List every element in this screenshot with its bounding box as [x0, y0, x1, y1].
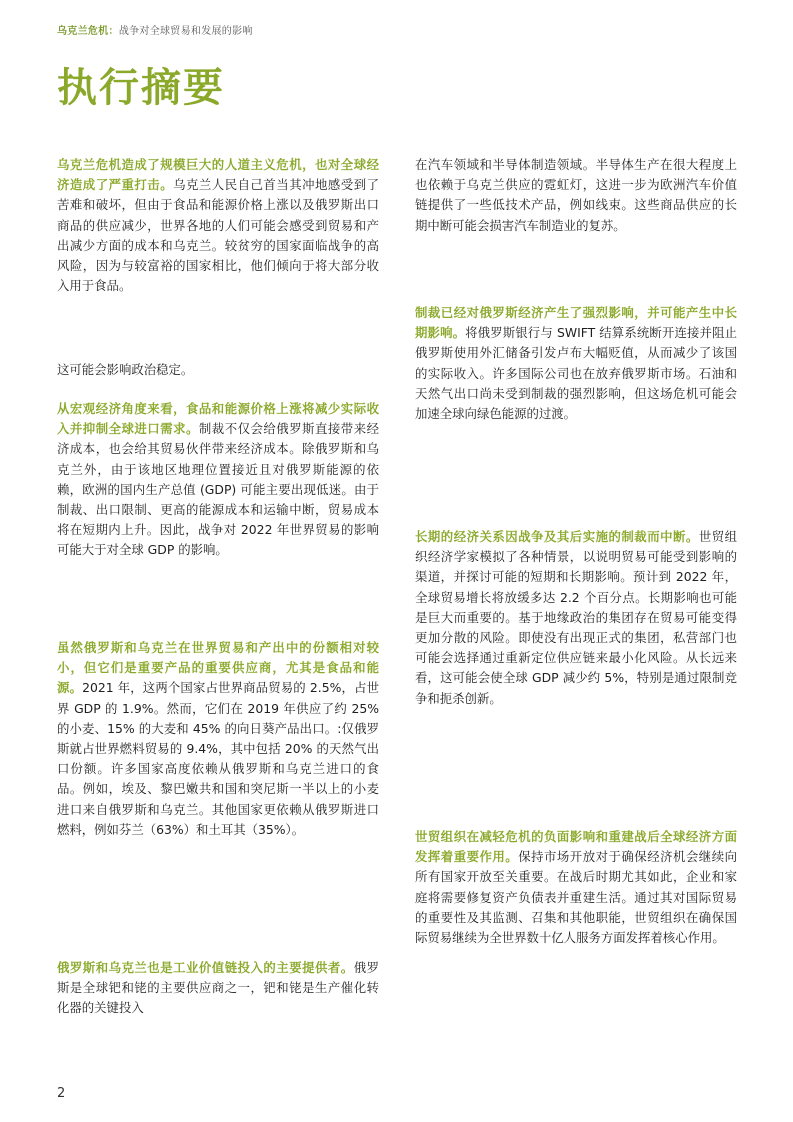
- paragraph-body: 在汽车领域和半导体制造领域。半导体生产在很大程度上也依赖于乌克兰供应的霓虹灯，这进一步为欧洲汽车价值链提供了一些低技术产品，例如线束。这些商品供应的长期中断可能会损害汽车制造业的复苏。: [415, 157, 737, 233]
- running-header: [57, 22, 253, 37]
- paragraph-body: 这可能会影响政治稳定。: [57, 362, 194, 377]
- page-title: 执行摘要: [57, 65, 225, 111]
- paragraph-body: 将俄罗斯银行与 SWIFT 结算系统断开连接并阻止俄罗斯使用外汇储备引发卢布大幅贬值，从而减少了该国的实际收入。许多国际公司也在放弃俄罗斯市场。石油和天然气出口尚未受到制裁的强烈影响，但这场危机可能会加速全球向绿色能源的过渡。: [415, 325, 737, 422]
- paragraph-lead: 乌克兰危机造成了规模巨大的人道主义危机，也对全球经济造成了严重打击。: [57, 157, 379, 193]
- running-header-title: 乌克兰危机：: [57, 26, 119, 37]
- paragraph-long-term-relations: [415, 527, 737, 709]
- paragraph-lead: 长期的经济关系因战争及其后实施的制裁而中断。: [415, 529, 699, 544]
- paragraph-sanctions: [415, 303, 737, 424]
- paragraph-macroeconomic: [57, 399, 379, 561]
- paragraph-body: 乌克兰人民自己首当其冲地感受到了苦难和破坏，但由于食品和能源价格上涨以及俄罗斯出口商品的供应减少，世界各地的人们可能会感受到贸易和产出减少方面的成本和乌克兰。较贫穷的国家面临战争的高风险，因为与较富裕的国家相比，他们倾向于将大部分收入用于食品。: [57, 177, 380, 294]
- paragraph-humanitarian-crisis: [57, 155, 379, 296]
- paragraph-body: 世贸组织经济学家模拟了各种情景，以说明贸易可能受到影响的渠道，并探讨可能的短期和长期影响。预计到 2022 年，全球贸易增长将放缓多达 2.2 个百分点。长期影响也可能是巨大而重要的。基于地缘政治的集团存在贸易可能变得更加分散的风险。即使没有出现正式的集团，私营部门也可能会选择通过重新定位供应链来最小化风险。从长远来看，这可能会使全球 GDP 减少约 5%，特别是通过限制竞争和扼杀创新。: [415, 529, 738, 706]
- paragraph-industrial-inputs: [57, 958, 379, 1019]
- paragraph-political-stability: [57, 360, 379, 380]
- paragraph-body: 2021 年，这两个国家占世界商品贸易的 2.5%，占世界 GDP 的 1.9%。然而，它们在 2019 年供应了约 25% 的小麦、15% 的大麦和 45% 的向日葵产品出口。:仅俄罗斯就占世界燃料贸易的 9.4%，其中包括 20% 的天然气出口份额。许多国家高度依赖从俄罗斯和乌克兰进口的食品。例如，埃及、黎巴嫩共和国和突尼斯一半以上的小麦进口来自俄罗斯和乌克兰。其他国家更依赖从俄罗斯进口燃料，例如芬兰（63%）和土耳其（35%）。: [57, 680, 380, 837]
- paragraph-lead: 从宏观经济角度来看，食品和能源价格上涨将减少实际收入并抑制全球进口需求。: [57, 401, 379, 437]
- running-header-subtitle: 战争对全球贸易和发展的影响: [118, 26, 253, 37]
- paragraph-body: 俄罗斯是全球钯和铑的主要供应商之一，钯和铑是生产催化转化器的关键投入: [57, 960, 380, 1016]
- paragraph-body: 制裁不仅会给俄罗斯直接带来经济成本，也会给其贸易伙伴带来经济成本。除俄罗斯和乌克兰外，由于该地区地理位置接近且对俄罗斯能源的依赖，欧洲的国内生产总值 (GDP) 可能主要出现低迷。由于制裁、出口限制、更高的能源成本和运输中断，贸易成本将在短期内上升。因此，战争对 2022 年世界贸易的影响可能大于对全球 GDP 的影响。: [57, 421, 380, 558]
- paragraph-body: 保持市场开放对于确保经济机会继续向所有国家开放至关重要。在战后时期尤其如此，企业和家庭将需要修复资产负债表并重建生活。通过其对国际贸易的重要性及其监测、召集和其他职能，世贸组织在确保国际贸易继续为全世界数十亿人服务方面发挥着核心作用。: [415, 849, 737, 946]
- paragraph-lead: 虽然俄罗斯和乌克兰在世界贸易和产出中的份额相对较小，但它们是重要产品的重要供应商，尤其是食品和能源。: [57, 640, 379, 696]
- page-number: 2: [57, 1086, 66, 1101]
- paragraph-lead: 世贸组织在减轻危机的负面影响和重建战后全球经济方面发挥着重要作用。: [415, 829, 737, 865]
- paragraph-key-suppliers: [57, 638, 379, 840]
- paragraph-wto-role: [415, 827, 737, 948]
- paragraph-lead: 制裁已经对俄罗斯经济产生了强烈影响，并可能产生中长期影响。: [415, 305, 737, 341]
- paragraph-automotive-semiconductor: [415, 155, 737, 236]
- paragraph-lead: 俄罗斯和乌克兰也是工业价值链投入的主要提供者。: [57, 960, 354, 975]
